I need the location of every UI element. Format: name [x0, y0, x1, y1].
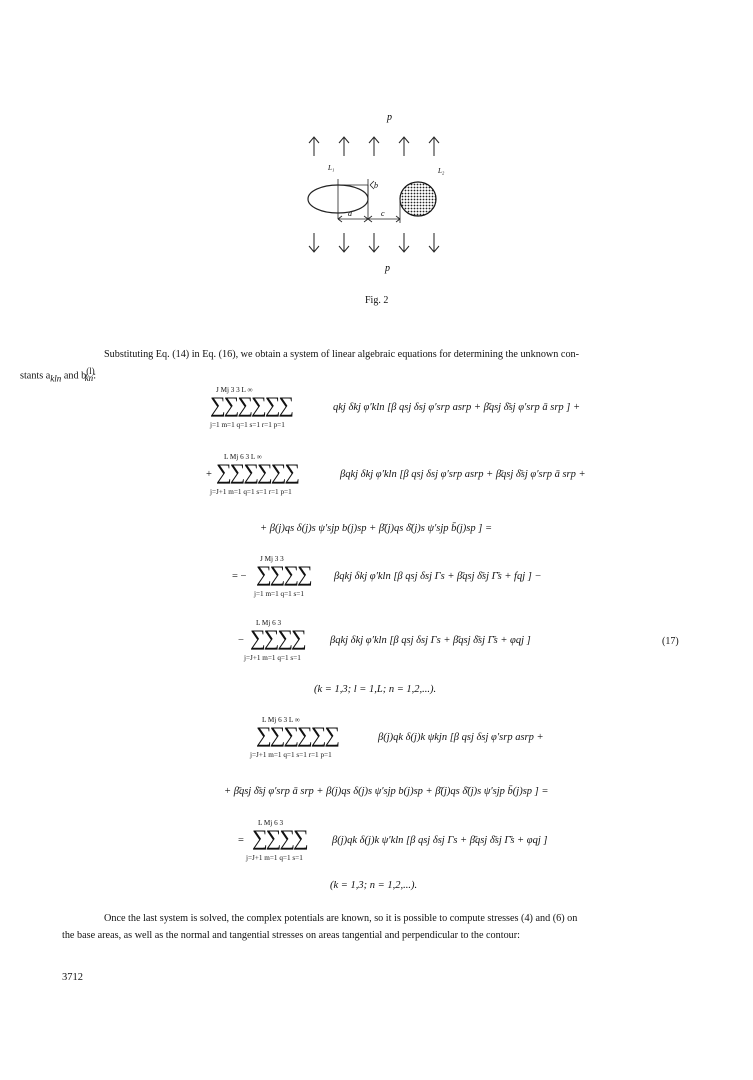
- row8-limits-top: L Mj 6 3: [258, 819, 284, 827]
- equation-number: (17): [662, 636, 679, 647]
- row8-limits-bottom: j=J+1 m=1 q=1 s=1: [246, 854, 303, 862]
- page-number: 3712: [62, 972, 83, 983]
- paragraph-conclusion-line2: the base areas, as well as the normal and tangential stresses on areas tangential and perpendicular to the contour:: [62, 930, 520, 941]
- dimension-c: c: [381, 209, 385, 218]
- condition-1: (k = 1,3; l = 1,L; n = 1,2,...).: [314, 684, 437, 695]
- text-stants: stants a: [20, 370, 51, 382]
- load-label-top: p: [387, 112, 392, 123]
- row5-limits-top: L Mj 6 3: [256, 619, 282, 627]
- paragraph-conclusion: [62, 910, 640, 944]
- figure-caption: Fig. 2: [365, 295, 389, 306]
- row5-expression: βqkj δkj φ′kln [β qsj δsj Γs + β̄qsj δ̄sj Γ̄s + φqj ]: [330, 635, 531, 646]
- row4-sums: ∑∑∑∑: [256, 561, 311, 586]
- row1-expression: qkj δkj φ′kln [β qsj δsj φ′srp asrp + β̄qsj δ̄sj φ′srp ā srp ] +: [333, 402, 581, 413]
- dimension-b: b: [374, 181, 378, 190]
- paragraph-intro-text: Substituting Eq. (14) in Eq. (16), we obtain a system of linear algebraic equations for determining the unknown con-: [104, 349, 580, 360]
- row4-limits-top: J Mj 3 3: [260, 555, 284, 563]
- row7-expression: + β̄qsj δ̄sj φ′srp ā srp + β(j)qs δ(j)s ψ′sjp b(j)sp + β̄(j)qs δ̄(j)s ψ′sjp b̄(j)sp ] =: [224, 786, 549, 797]
- paragraph-intro-line2: [20, 363, 96, 387]
- load-diagram: [290, 108, 460, 278]
- row2-limits-bottom: j=J+1 m=1 q=1 s=1 r=1 p=1: [210, 488, 292, 496]
- row8-prefix: =: [238, 835, 244, 846]
- row8-expression: β(j)qk δ(j)k ψ′kln [β qsj δsj Γs + β̄qsj δ̄sj Γ̄s + φqj ]: [332, 835, 548, 846]
- figure-2: [290, 108, 460, 278]
- sub-kn: kn: [84, 373, 94, 384]
- row2-prefix: +: [206, 469, 212, 480]
- sub-kln: kln: [50, 373, 62, 384]
- text-colon: :: [93, 370, 97, 382]
- row4-prefix: = −: [232, 571, 247, 582]
- row4-limits-bottom: j=1 m=1 q=1 s=1: [254, 590, 304, 598]
- row6-limits-top: L Mj 6 3 L ∞: [262, 716, 300, 724]
- row5-sums: ∑∑∑∑: [250, 625, 305, 650]
- row4-expression: βqkj δkj φ′kln [β qsj δsj Γs + β̄qsj δ̄sj Γ̄s + fqj ] −: [334, 571, 542, 582]
- load-label-bottom: p: [385, 263, 390, 274]
- row1-limits-top: J Mj 3 3 L ∞: [216, 386, 253, 394]
- row1-limits-bottom: j=1 m=1 q=1 s=1 r=1 p=1: [210, 421, 285, 429]
- condition-2: (k = 1,3; n = 1,2,...).: [330, 880, 418, 891]
- ellipse-L2: [400, 182, 436, 216]
- row5-limits-bottom: j=J+1 m=1 q=1 s=1: [244, 654, 301, 662]
- row6-expression: β(j)qk δ(j)k ψkjn [β qsj δsj φ′srp asrp +: [378, 732, 544, 743]
- paragraph-conclusion-line1: Once the last system is solved, the complex potentials are known, so it is possible to compute stresses (4) and (6) on: [104, 913, 578, 924]
- row2-limits-top: L Mj 6 3 L ∞: [224, 453, 262, 461]
- row8-sums: ∑∑∑∑: [252, 825, 307, 850]
- row3-expression: + β(j)qs δ(j)s ψ′sjp b(j)sp + β̄(j)qs δ̄(j)s ψ′sjp b̄(j)sp ] =: [260, 523, 493, 534]
- row6-sums: ∑∑∑∑∑∑: [256, 722, 339, 747]
- row6-limits-bottom: j=J+1 m=1 q=1 s=1 r=1 p=1: [250, 751, 332, 759]
- row2-expression: βqkj δkj φ′kln [β qsj δsj φ′srp asrp + β̄qsj δ̄sj φ′srp ā srp +: [340, 469, 586, 480]
- paragraph-intro: [20, 346, 640, 387]
- sup-l: (l): [86, 366, 95, 376]
- text-and: and b: [61, 370, 87, 382]
- dimension-a: a: [348, 209, 352, 218]
- row5-prefix: −: [238, 635, 244, 646]
- top-load-arrows: [309, 137, 439, 156]
- bottom-load-arrows: [309, 233, 439, 252]
- row1-sums: ∑∑∑∑∑∑: [210, 392, 293, 417]
- label-L1: L₁: [328, 164, 335, 172]
- row2-sums: ∑∑∑∑∑∑: [216, 459, 299, 484]
- label-L2: L₂: [438, 167, 445, 175]
